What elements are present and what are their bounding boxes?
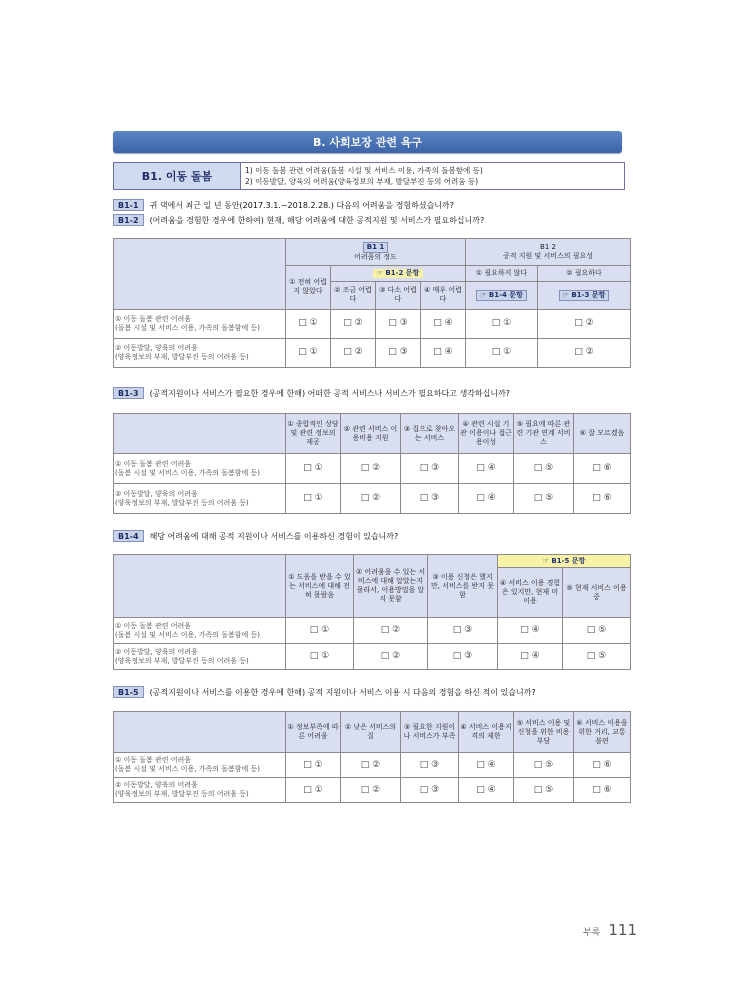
col-h4: ④ 서비스 이용 경험은 있지만, 현재 미이용 [498, 568, 563, 618]
check-label: □ ① [491, 347, 512, 358]
check-label: □ ④ [520, 651, 540, 661]
question-text: (어려움을 경험한 경우에 한하여) 현재, 해당 어려움에 대한 공적지원 및 서비스가 필요하십니까? [149, 215, 485, 225]
check-1[interactable] [286, 644, 354, 670]
col-h4: ④ 서비스 이용지격의 제한 [459, 712, 514, 753]
check-5[interactable] [563, 644, 631, 670]
check-label: □ ③ [419, 493, 440, 503]
check-label: □ ⑤ [533, 784, 554, 795]
check-label: □ ④ [476, 463, 496, 473]
header-b1-1-tag: B1 1 [363, 242, 389, 253]
check-label: □ ⑥ [592, 493, 612, 503]
page-number: 111 [608, 921, 637, 939]
check-label: □ ② [360, 759, 381, 770]
row-label-1b: (돌봄 시설 및 서비스 이용, 가족의 돌봄함에 등) [115, 765, 260, 773]
check-label: □ ④ [433, 318, 453, 329]
header-b1-2-label: 공적 지원 및 서비스의 필요성 [502, 251, 594, 260]
question-text: 해당 어려움에 대해 공적 지원이나 서비스를 이용하신 경험이 있습니까? [149, 531, 399, 541]
row-label-1b: (돌봄 시설 및 서비스 이용, 가족의 돌봄함에 등) [115, 630, 260, 639]
check-label: □ ① [309, 651, 330, 661]
check-label: □ ④ [520, 625, 540, 635]
row-label-2 [114, 778, 286, 803]
row-label-1 [114, 618, 286, 644]
check-label: □ ⑥ [592, 463, 612, 473]
row-header-blank [114, 414, 286, 454]
check-3[interactable] [376, 309, 421, 338]
question-text: (공적지원이나 서비스를 이용한 경우에 한해) 공적 지원이나 서비스 이용 시 다음의 경험을 하신 적이 있습니까? [149, 687, 536, 697]
check-1[interactable] [286, 484, 341, 514]
check-label: □ ⑤ [586, 651, 607, 661]
check-3[interactable] [428, 644, 498, 670]
check-label: □ ② [380, 625, 401, 635]
row-label-2a: ② 이동발달, 양육의 어려움 [115, 781, 198, 789]
section-header [113, 162, 625, 190]
question-text: 귀 댁에서 최근 일 년 동안(2017.3.1.~2018.2.28.) 다음의 어려움을 경험하셨습니까? [149, 200, 454, 210]
col-very: ④ 매우 어렵다 [421, 281, 466, 309]
check-4[interactable] [498, 644, 563, 670]
row-label-2 [114, 644, 286, 670]
check-label: □ ② [574, 318, 594, 329]
check-label: □ ⑥ [592, 784, 612, 795]
check-3[interactable] [401, 454, 459, 484]
col-h2: ② 낮은 서비스의 질 [341, 712, 401, 753]
footer-label: 부록 [582, 928, 601, 938]
table-b1-3 [113, 413, 631, 514]
check-3[interactable] [376, 338, 421, 367]
check-4[interactable] [459, 778, 514, 803]
row-label-2b: (양육정보의 부재, 발달부진 등의 어려움 등) [115, 498, 249, 507]
check-label: □ ② [360, 784, 381, 795]
check-5[interactable] [466, 338, 538, 367]
col-h5: ⑤ 필요에 따른 관련 기관 연계 서비스 [514, 414, 574, 454]
check-label: □ ① [303, 463, 323, 473]
check-1[interactable] [286, 618, 354, 644]
check-4[interactable] [459, 454, 514, 484]
check-6[interactable] [574, 484, 631, 514]
row-label-1 [114, 454, 286, 484]
goto-b1-3 [538, 281, 631, 309]
check-label: □ ④ [476, 493, 496, 503]
check-2[interactable] [354, 644, 428, 670]
header-b1-2-tag: B1 2 [540, 242, 556, 251]
question-tag: B1-4 [113, 530, 144, 542]
check-6[interactable] [538, 309, 631, 338]
question-b1-4 [113, 530, 398, 542]
row-label-1a: ① 이동 돌봄 관련 어려움 [115, 756, 192, 764]
check-1[interactable] [286, 778, 341, 803]
check-6[interactable] [538, 338, 631, 367]
header-b1-1-label: 어려움의 정도 [354, 252, 397, 261]
check-4[interactable] [421, 309, 466, 338]
page-footer [583, 921, 637, 939]
check-label: □ ② [343, 318, 363, 329]
check-4[interactable] [459, 753, 514, 778]
question-tag: B1-5 [113, 686, 144, 698]
check-4[interactable] [459, 484, 514, 514]
col-h3: ③ 집으로 찾아오는 서비스 [401, 414, 459, 454]
check-5[interactable] [514, 778, 574, 803]
goto-b1-2-label: ☞ B1-2 문항 [373, 269, 424, 278]
col-h3: ③ 이용 신청은 했지만, 서비스를 받지 못함 [428, 555, 498, 618]
check-label: □ ① [309, 625, 330, 635]
section-banner: B. 사회보장 관련 욕구 [113, 131, 622, 153]
check-label: □ ⑤ [533, 463, 554, 473]
col-h6: ⑥ 잘 모르겠음 [574, 414, 631, 454]
goto-b1-2 [331, 265, 466, 281]
check-2[interactable] [354, 618, 428, 644]
section-label: B1. 이동 돌봄 [114, 163, 241, 189]
check-label: □ ① [298, 347, 318, 358]
check-6[interactable] [574, 753, 631, 778]
row-label-2b: (양육정보의 부재, 발달부진 등의 어려움 등) [115, 352, 249, 361]
check-label: □ ① [303, 784, 323, 795]
check-6[interactable] [574, 454, 631, 484]
goto-b1-3-label: ☞ B1-3 문항 [559, 290, 610, 301]
section-desc-1: 1) 이동 돌봄 관련 어려움(돌봄 시설 및 서비스 이용, 가족의 돌봄함에 등) [245, 166, 483, 175]
table-b1-1-2 [113, 238, 631, 368]
goto-b1-4 [466, 281, 538, 309]
check-label: □ ② [380, 651, 401, 661]
col-little: ② 조금 어렵다 [331, 281, 376, 309]
check-5[interactable] [563, 618, 631, 644]
row-label-1a: ① 이동 돌봄 관련 어려움 [115, 459, 192, 468]
col-h3: ③ 필요한 지원이나 서비스가 부족 [401, 712, 459, 753]
check-label: □ ⑤ [533, 493, 554, 503]
row-label-1a: ① 이동 돌봄 관련 어려움 [115, 621, 192, 630]
check-5[interactable] [514, 753, 574, 778]
check-5[interactable] [514, 454, 574, 484]
header-b1-1 [286, 239, 466, 266]
check-3[interactable] [428, 618, 498, 644]
header-b1-2 [466, 239, 631, 266]
row-label-2a: ② 이동발달, 양육의 어려움 [115, 647, 198, 656]
question-tag: B1-1 [113, 199, 144, 211]
col-not-needed: ① 필요하지 않다 [466, 265, 538, 281]
question-b1-3 [113, 387, 510, 399]
col-h5: ⑤ 현재 서비스 이용중 [563, 568, 631, 618]
check-4[interactable] [498, 618, 563, 644]
question-text: (공적지원이나 서비스가 필요한 경우에 한해) 어떠한 공적 서비스나 서비스가 필요하다고 생각하십니까? [149, 388, 511, 398]
col-h5: ⑤ 서비스 이용 및 신청을 위한 비용 부담 [514, 712, 574, 753]
check-label: □ ⑤ [586, 625, 607, 635]
question-b1-1 [113, 199, 454, 211]
check-label: □ ① [298, 318, 318, 329]
col-somewhat: ③ 다소 어렵다 [376, 281, 421, 309]
row-label-2b: (양육정보의 부재, 발달부진 등의 어려움 등) [115, 656, 249, 665]
check-4[interactable] [421, 338, 466, 367]
question-tag: B1-2 [113, 214, 144, 226]
col-h2: ② 관련 서비스 이용비용 지원 [341, 414, 401, 454]
check-label: □ ⑤ [533, 759, 554, 770]
check-1[interactable] [286, 338, 331, 367]
question-tag: B1-3 [113, 387, 144, 399]
col-needed: ② 필요하다 [538, 265, 631, 281]
row-label-2b: (양육정보의 부재, 발달부진 등의 어려움 등) [115, 790, 249, 798]
check-3[interactable] [401, 753, 459, 778]
check-label: □ ② [360, 493, 381, 503]
check-label: □ ③ [419, 759, 440, 770]
check-2[interactable] [341, 484, 401, 514]
check-label: □ ③ [388, 347, 408, 358]
table-b1-5 [113, 711, 631, 803]
check-label: □ ④ [476, 784, 496, 795]
goto-b1-4-label: ☞ B1-4 문항 [476, 290, 527, 301]
row-label-1a: ① 이동 돌봄 관련 어려움 [115, 314, 192, 323]
check-label: □ ① [491, 318, 512, 329]
check-1[interactable] [286, 454, 341, 484]
check-label: □ ③ [419, 784, 440, 795]
col-h2: ② 어려움을 수 있는 서비스에 대해 알았는지 몰라서, 이용방법을 알지 못함 [354, 555, 428, 618]
check-3[interactable] [401, 778, 459, 803]
question-b1-5 [113, 686, 536, 698]
table-b1-4 [113, 554, 631, 670]
row-label-1b: (돌봄 시설 및 서비스 이용, 가족의 돌봄함에 등) [115, 468, 260, 477]
col-h1: ① 정보부족에 따른 어려움 [286, 712, 341, 753]
check-label: □ ③ [452, 651, 473, 661]
check-3[interactable] [401, 484, 459, 514]
col-h1: ① 종합적인 상담 및 관련 정보의 제공 [286, 414, 341, 454]
check-label: □ ② [360, 463, 381, 473]
row-header-blank [114, 712, 286, 753]
check-label: □ ④ [476, 759, 496, 770]
goto-b1-5 [498, 555, 631, 568]
check-label: □ ① [303, 759, 323, 770]
row-header-blank [114, 239, 286, 310]
goto-b1-5-label: ☞ B1-5 문항 [539, 557, 590, 566]
row-label-2 [114, 484, 286, 514]
check-label: □ ② [574, 347, 594, 358]
check-6[interactable] [574, 778, 631, 803]
check-label: □ ③ [452, 625, 473, 635]
section-desc-2: 2) 이동발달, 양육의 어려움(양육정보의 부재, 발달부진 등의 어려움 등) [245, 177, 479, 186]
row-label-2 [114, 338, 286, 367]
row-label-1b: (돌봄 시설 및 서비스 이용, 가족의 돌봄함에 등) [115, 323, 260, 332]
question-b1-2 [113, 214, 484, 226]
check-label: □ ③ [388, 318, 408, 329]
check-label: □ ① [303, 493, 323, 503]
col-h6: ⑥ 서비스 이용을 위한 거리, 교통 불편 [574, 712, 631, 753]
check-1[interactable] [286, 753, 341, 778]
col-h1: ① 도움을 받을 수 있는 서비스에 대해 전혀 몰랐음 [286, 555, 354, 618]
check-label: □ ② [343, 347, 363, 358]
row-header-blank [114, 555, 286, 618]
row-label-1 [114, 309, 286, 338]
row-label-2a: ② 이동발달, 양육의 어려움 [115, 343, 198, 352]
check-2[interactable] [331, 338, 376, 367]
check-label: □ ③ [419, 463, 440, 473]
check-5[interactable] [514, 484, 574, 514]
col-not-difficult: ① 전혀 어렵지 않았다 [286, 265, 331, 309]
check-2[interactable] [341, 454, 401, 484]
row-label-1 [114, 753, 286, 778]
check-5[interactable] [466, 309, 538, 338]
check-2[interactable] [331, 309, 376, 338]
row-label-2a: ② 이동발달, 양육의 어려움 [115, 489, 198, 498]
check-label: □ ④ [433, 347, 453, 358]
check-1[interactable] [286, 309, 331, 338]
check-2[interactable] [341, 753, 401, 778]
col-h4: ④ 관련 시설 기관 이용이나 접근 용이성 [459, 414, 514, 454]
check-label: □ ⑥ [592, 759, 612, 770]
check-2[interactable] [341, 778, 401, 803]
section-description [241, 163, 487, 189]
